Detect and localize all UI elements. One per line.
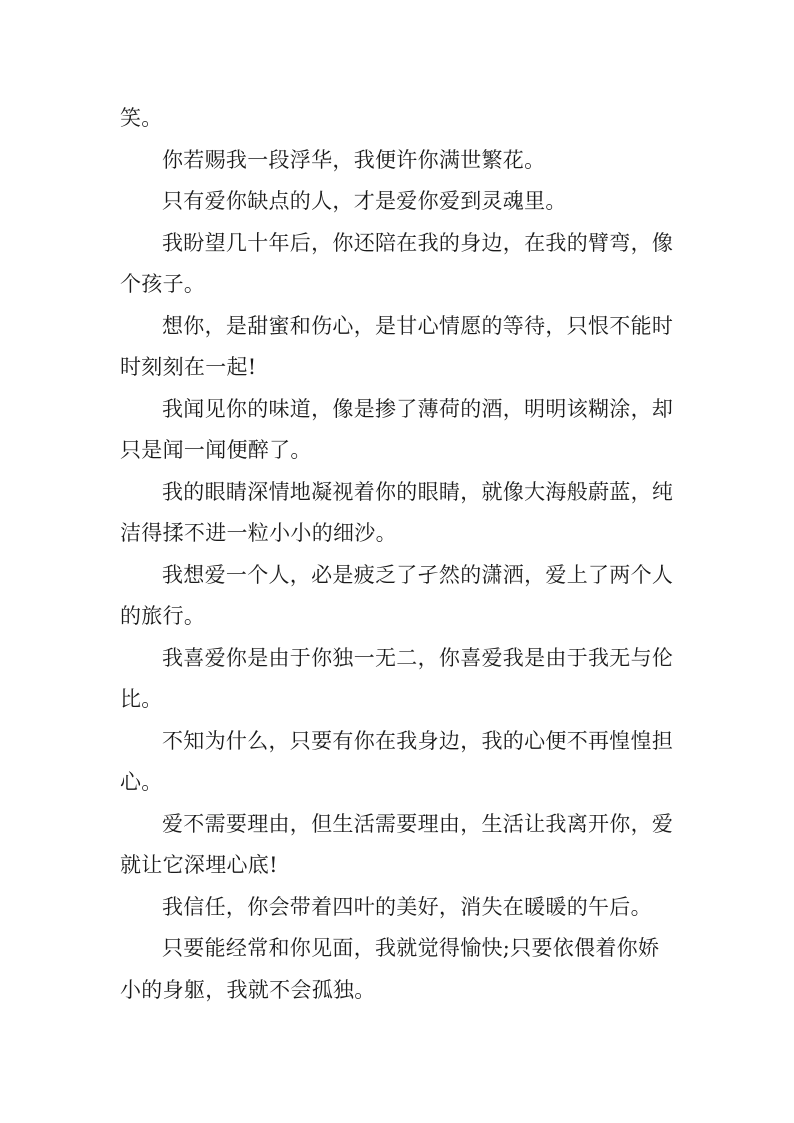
paragraph-1: 笑。 <box>120 106 163 130</box>
paragraph-3: 只有爱你缺点的人，才是爱你爱到灵魂里。 <box>162 189 567 213</box>
paragraph-5: 想你，是甜蜜和伤心，是甘心情愿的等待，只恨不能时时刻刻在一起! <box>120 313 674 379</box>
paragraph-6: 我闻见你的味道，像是掺了薄荷的酒，明明该糊涂，却只是闻一闻便醉了。 <box>120 396 674 462</box>
paragraph-8: 我想爱一个人，必是疲乏了孑然的潇洒，爱上了两个人的旅行。 <box>120 562 674 628</box>
paragraph-10: 不知为什么，只要有你在我身边，我的心便不再惶惶担心。 <box>120 728 674 794</box>
document-body <box>120 98 676 1011</box>
paragraph-9: 我喜爱你是由于你独一无二，你喜爱我是由于我无与伦比。 <box>120 645 674 711</box>
paragraph-4: 我盼望几十年后，你还陪在我的身边，在我的臂弯，像个孩子。 <box>120 230 674 296</box>
paragraph-13: 只要能经常和你见面，我就觉得愉快;只要依偎着你娇小的身躯，我就不会孤独。 <box>120 936 660 1002</box>
paragraph-2: 你若赐我一段浮华，我便许你满世繁花。 <box>162 147 546 172</box>
paragraph-11: 爱不需要理由，但生活需要理由，生活让我离开你，爱就让它深埋心底! <box>120 811 674 877</box>
paragraph-7: 我的眼睛深情地凝视着你的眼睛，就像大海般蔚蓝，纯洁得揉不进一粒小小的细沙。 <box>120 479 674 545</box>
paragraph-12: 我信任，你会带着四叶的美好，消失在暖暖的午后。 <box>162 894 652 919</box>
